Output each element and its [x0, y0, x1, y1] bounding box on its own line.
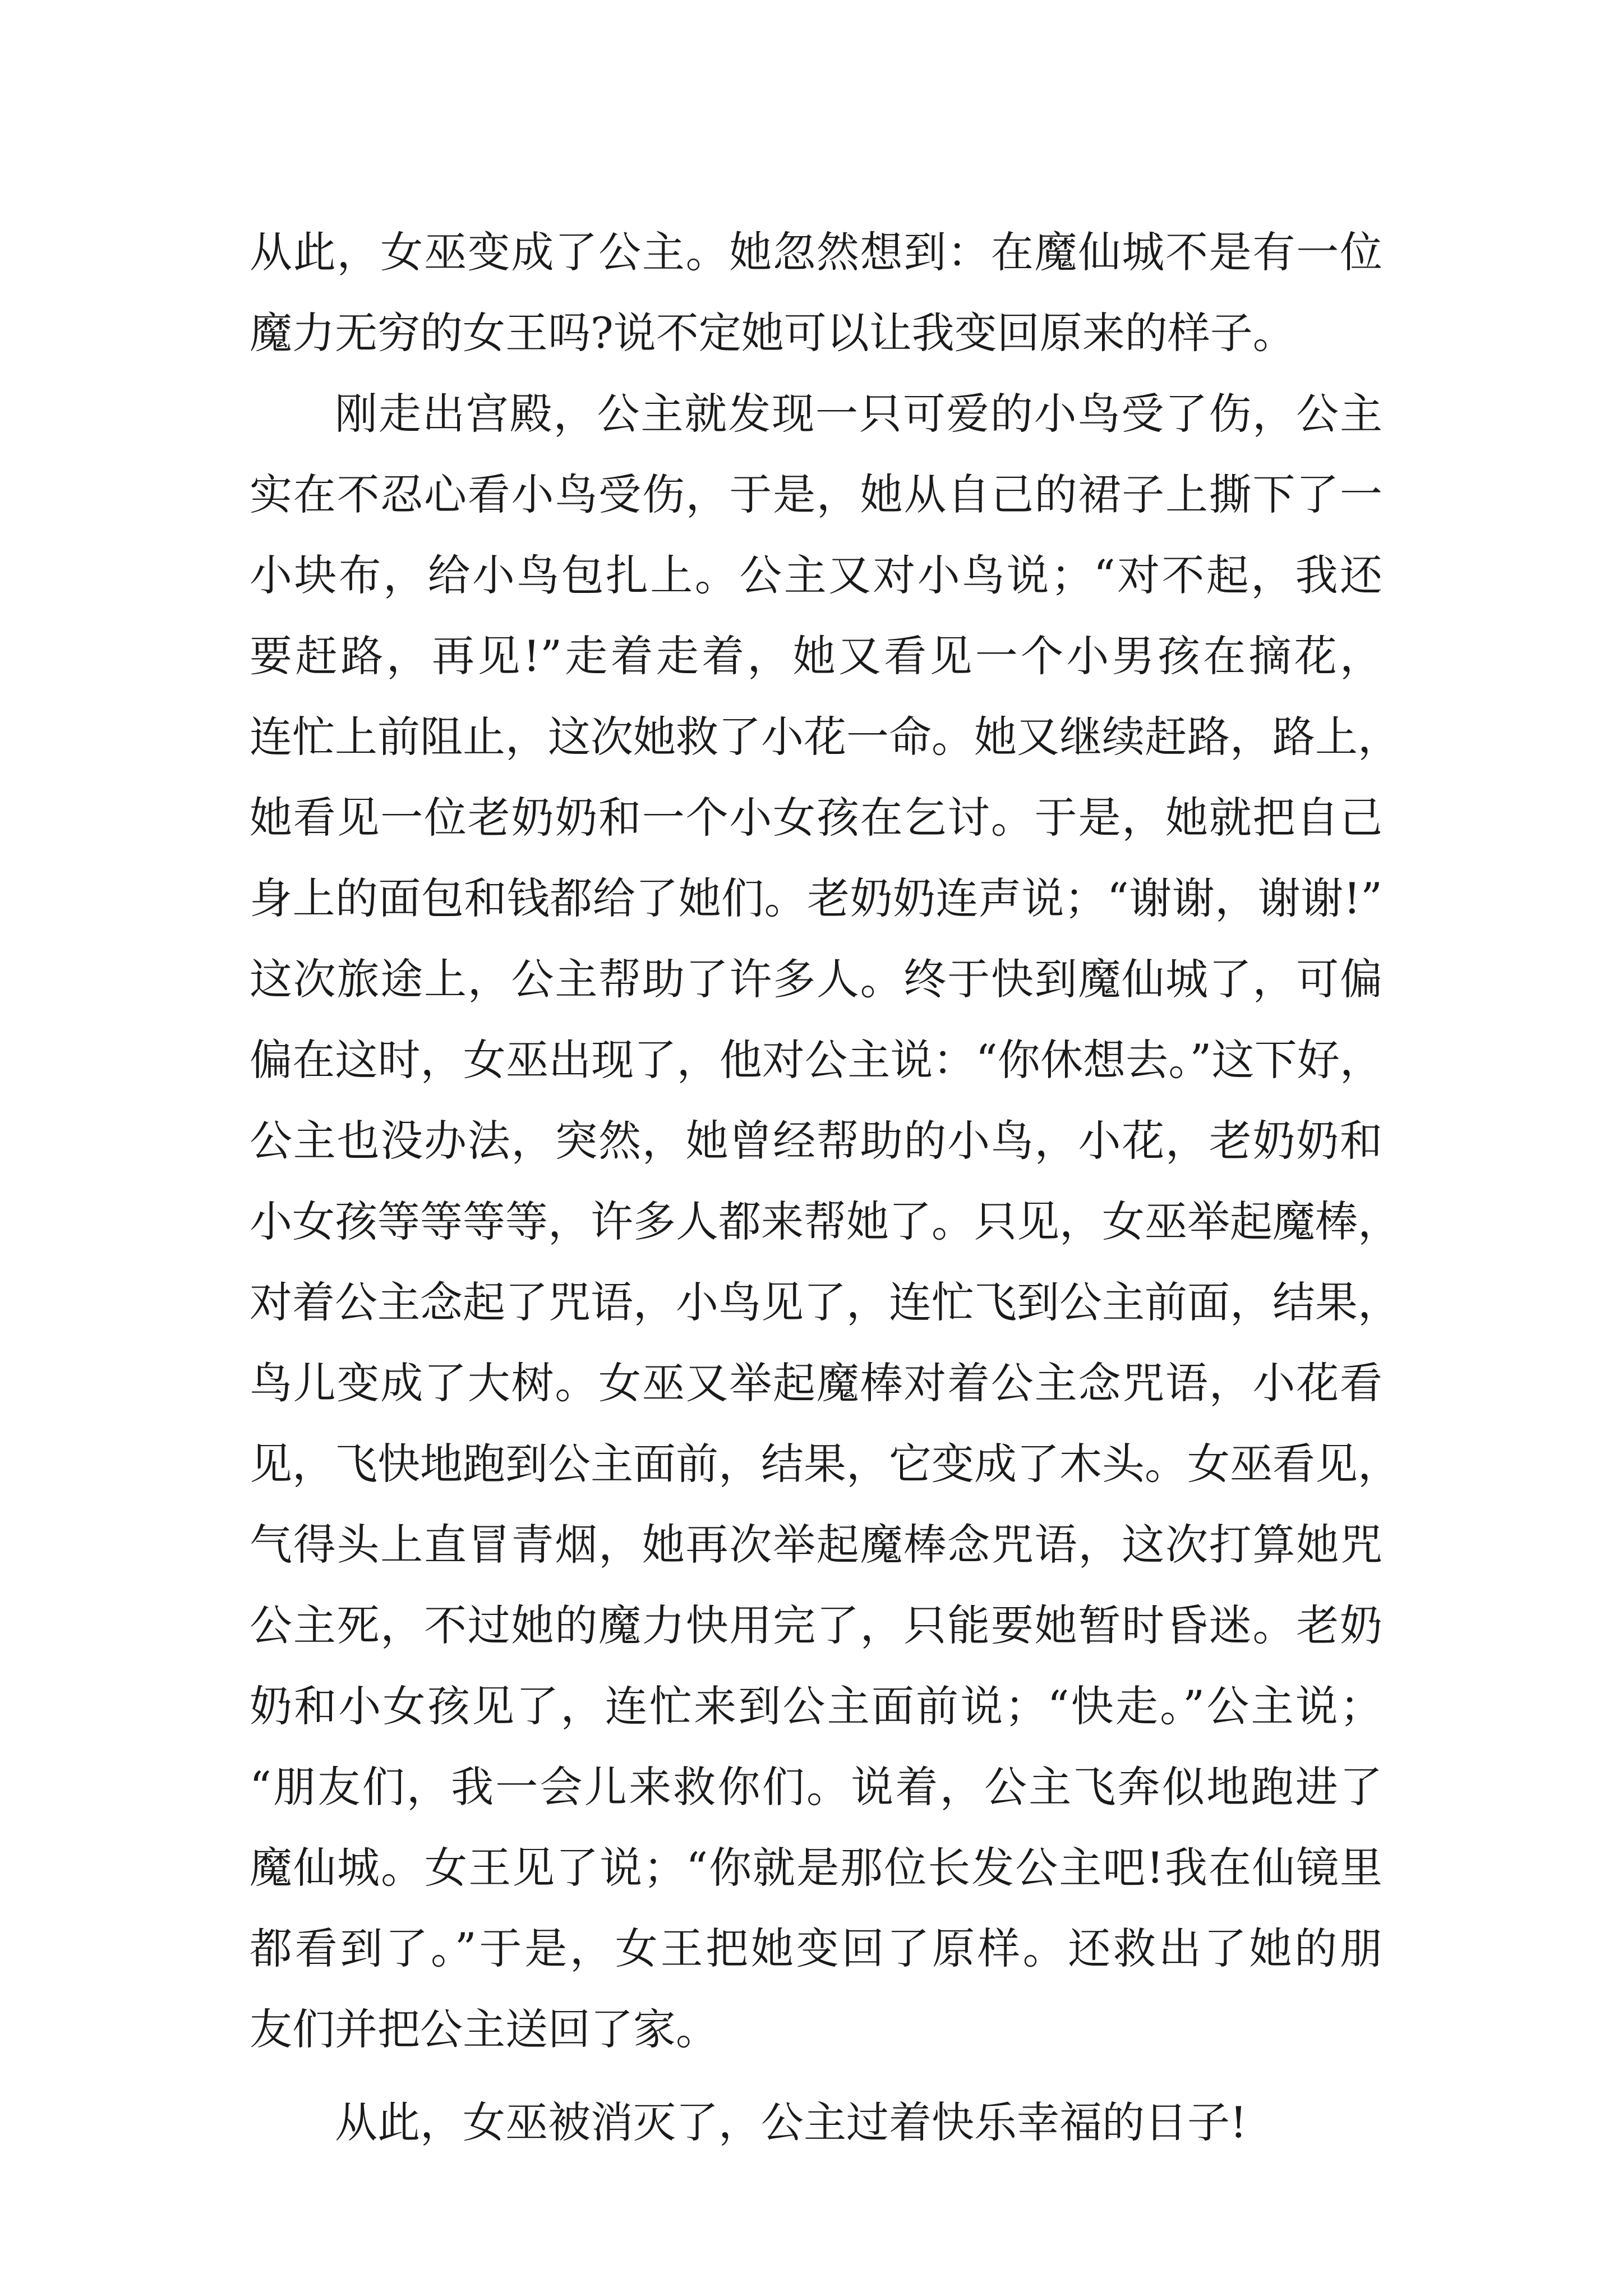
- text-line: 她看见一位老奶奶和一个小女孩在乞讨。于是，她就把自己: [250, 793, 1382, 843]
- text-line: 气得头上直冒青烟，她再次举起魔棒念咒语，这次打算她咒: [250, 1520, 1382, 1570]
- text-line: 要赶路，再见!”走着走着，她又看见一个小男孩在摘花，: [250, 631, 1382, 681]
- text-line: 鸟儿变成了大树。女巫又举起魔棒对着公主念咒语，小花看: [250, 1358, 1382, 1408]
- text-line: 奶和小女孩见了，连忙来到公主面前说；“快走。”公主说；: [250, 1681, 1382, 1731]
- story-text: [250, 212, 1400, 2163]
- text-line: 实在不忍心看小鸟受伤，于是，她从自己的裙子上撕下了一: [250, 470, 1382, 519]
- text-line: 友们并把公主送回了家。: [250, 2004, 718, 2054]
- text-line: 这次旅途上，公主帮助了许多人。终于快到魔仙城了，可偏: [250, 954, 1382, 1004]
- text-line: 小女孩等等等等，许多人都来帮她了。只见，女巫举起魔棒，: [250, 1197, 1400, 1246]
- text-line: 偏在这时，女巫出现了，他对公主说：“你休想去。”这下好，: [250, 1035, 1382, 1085]
- text-line: “朋友们，我一会儿来救你们。说着，公主飞奔似地跑进了: [250, 1762, 1382, 1812]
- text-line: 连忙上前阻止，这次她救了小花一命。她又继续赶路，路上，: [250, 712, 1400, 762]
- text-line: 魔仙城。女王见了说；“你就是那位长发公主吧!我在仙镜里: [250, 1843, 1382, 1893]
- text-line: 对着公主念起了咒语，小鸟见了，连忙飞到公主前面，结果，: [250, 1277, 1400, 1327]
- text-line: 从此，女巫被消灭了，公主过着快乐幸福的日子!: [335, 2097, 1247, 2147]
- text-line: 都看到了。”于是，女王把她变回了原样。还救出了她的朋: [250, 1924, 1382, 1973]
- text-line: 见，飞快地跑到公主面前，结果，它变成了木头。女巫看见，: [250, 1439, 1400, 1489]
- text-line: 公主死，不过她的魔力快用完了，只能要她暂时昏迷。老奶: [250, 1600, 1382, 1650]
- text-line: 身上的面包和钱都给了她们。老奶奶连声说；“谢谢，谢谢!”: [250, 873, 1382, 923]
- text-line: 魔力无穷的女王吗?说不定她可以让我变回原来的样子。: [250, 308, 1295, 358]
- text-line: 公主也没办法，突然，她曾经帮助的小鸟，小花，老奶奶和: [250, 1116, 1382, 1166]
- text-line: 从此，女巫变成了公主。她忽然想到：在魔仙城不是有一位: [250, 227, 1382, 277]
- text-line: 小块布，给小鸟包扎上。公主又对小鸟说；“对不起，我还: [250, 550, 1382, 600]
- text-line: 刚走出宫殿，公主就发现一只可爱的小鸟受了伤，公主: [335, 389, 1382, 439]
